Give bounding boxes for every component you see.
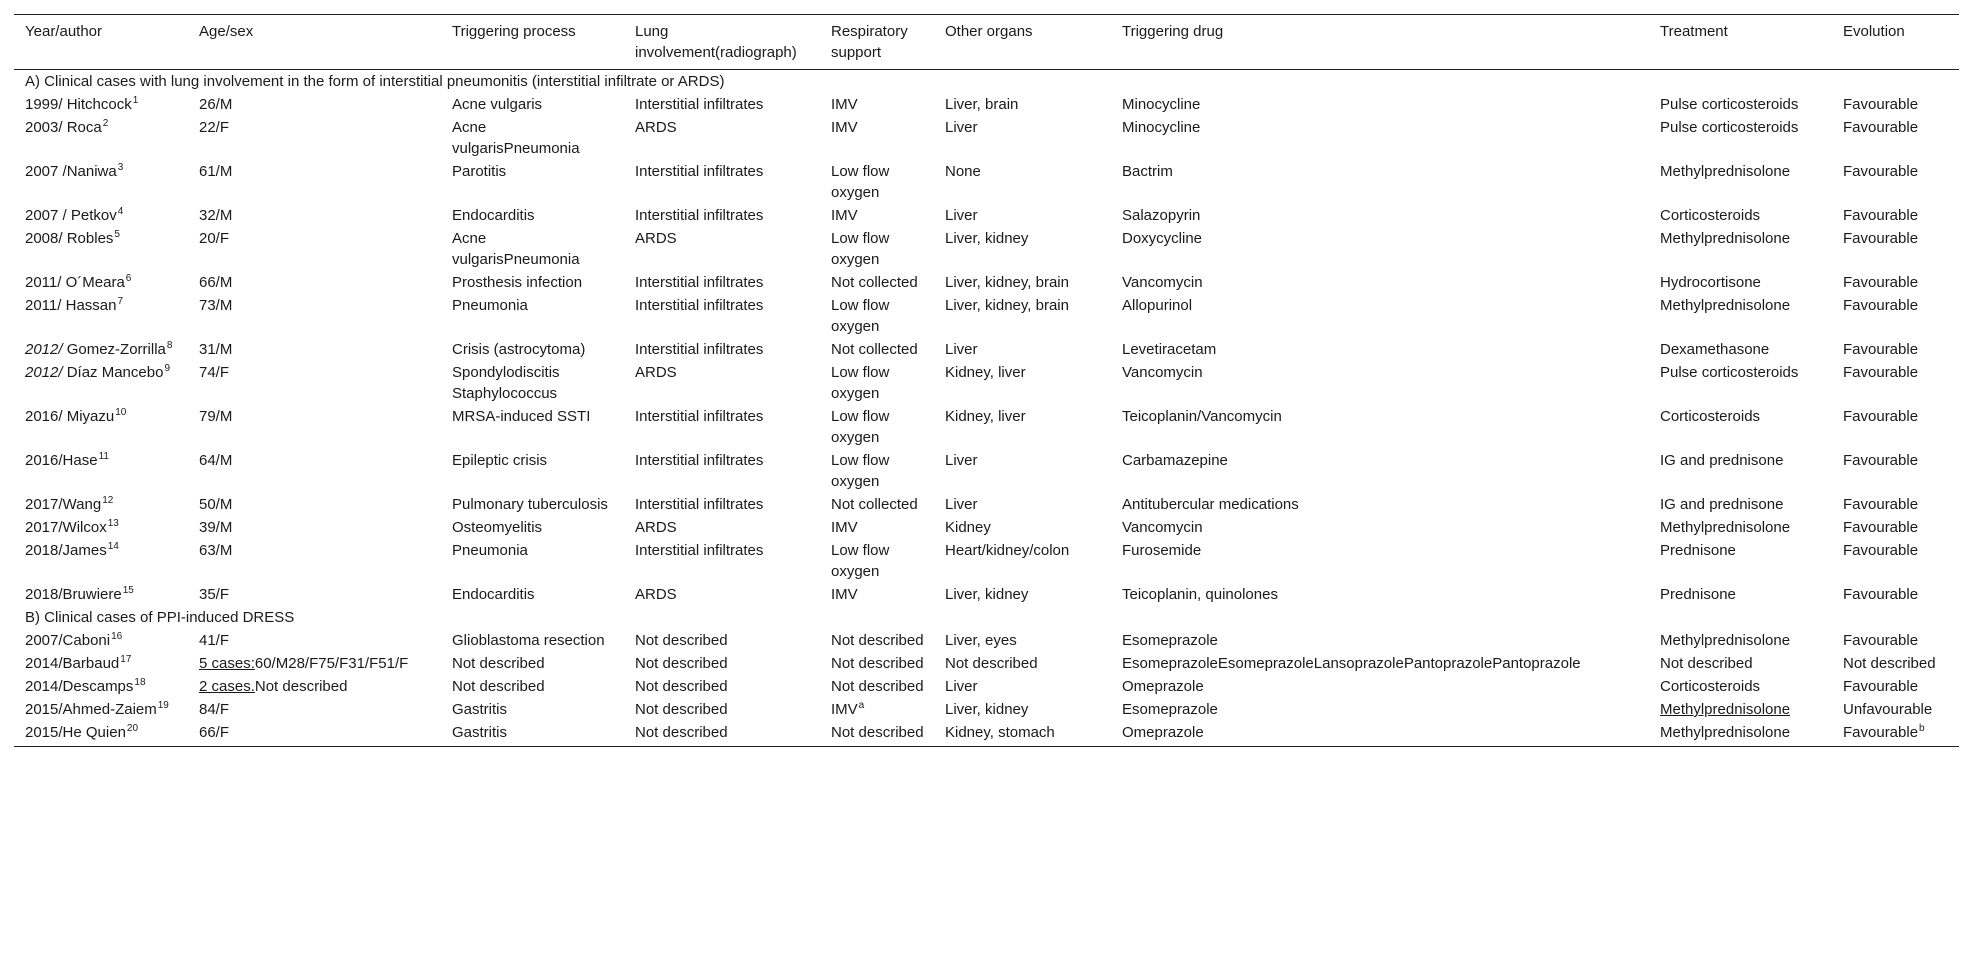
treatment-cell: Corticosteroids bbox=[1660, 408, 1761, 425]
process-cell: Acne vulgarisPneumonia bbox=[452, 119, 580, 157]
table-row bbox=[14, 516, 1959, 539]
organs-cell: Liver bbox=[945, 341, 978, 358]
treatment-cell: Pulse corticosteroids bbox=[1660, 364, 1799, 381]
process-cell: Gastritis bbox=[452, 701, 508, 718]
respiratory-cell: IMV bbox=[831, 207, 858, 224]
organs-cell: Liver bbox=[945, 452, 978, 469]
organs-cell: Liver, kidney bbox=[945, 230, 1029, 247]
age-sex-cell: 35/F bbox=[199, 586, 230, 603]
respiratory-cell: Low flow oxygen bbox=[831, 297, 890, 335]
lung-cell: Not described bbox=[635, 678, 728, 695]
respiratory-cell: Not described bbox=[831, 632, 924, 649]
table-row bbox=[14, 721, 1959, 747]
respiratory-cell: Low flow oxygen bbox=[831, 163, 890, 201]
header-age-sex: Age/sex bbox=[199, 23, 254, 40]
header-year-author: Year/author bbox=[25, 23, 103, 40]
section-row bbox=[14, 70, 1959, 94]
table-row bbox=[14, 227, 1959, 271]
process-cell: Osteomyelitis bbox=[452, 519, 543, 536]
organs-cell: None bbox=[945, 163, 981, 180]
lung-cell: Interstitial infiltrates bbox=[635, 207, 764, 224]
year-author-cell: 2018/Bruwiere$^{15}$ bbox=[25, 585, 134, 603]
evolution-cell: Favourable bbox=[1843, 452, 1919, 469]
table-row bbox=[14, 204, 1959, 227]
age-sex-cell: 50/M bbox=[199, 496, 233, 513]
treatment-cell: Prednisone bbox=[1660, 586, 1736, 603]
treatment-cell: Methylprednisolone bbox=[1660, 163, 1791, 180]
age-sex-cell: 64/M bbox=[199, 452, 233, 469]
dress-cases-table bbox=[14, 14, 1959, 747]
age-sex-cell: 20/F bbox=[199, 230, 230, 247]
age-sex-cell: 79/M bbox=[199, 408, 233, 425]
drug-cell: Esomeprazole bbox=[1122, 632, 1218, 649]
drug-cell: Vancomycin bbox=[1122, 364, 1203, 381]
table-row bbox=[14, 116, 1959, 160]
age-sex-cell: 5 cases:60/M28/F75/F31/F51/F bbox=[199, 655, 409, 672]
lung-cell: ARDS bbox=[635, 519, 677, 536]
year-author-cell: 2007 /Naniwa$^3$ bbox=[25, 162, 124, 180]
process-cell: Gastritis bbox=[452, 724, 508, 741]
table-row bbox=[14, 93, 1959, 116]
organs-cell: Heart/kidney/colon bbox=[945, 542, 1070, 559]
process-cell: Acne vulgarisPneumonia bbox=[452, 230, 580, 268]
age-sex-cell: 61/M bbox=[199, 163, 233, 180]
evolution-cell: Favourable bbox=[1843, 632, 1919, 649]
evolution-cell: Favourable bbox=[1843, 274, 1919, 291]
table-row bbox=[14, 629, 1959, 652]
age-sex-cell: 2 cases.Not described bbox=[199, 678, 348, 695]
header-respiratory-support: Respiratory support bbox=[831, 23, 908, 61]
process-cell: Pulmonary tuberculosis bbox=[452, 496, 608, 513]
process-cell: Prosthesis infection bbox=[452, 274, 583, 291]
lung-cell: Interstitial infiltrates bbox=[635, 297, 764, 314]
evolution-cell: Favourable bbox=[1843, 341, 1919, 358]
header-treatment: Treatment bbox=[1660, 23, 1728, 40]
table-row bbox=[14, 583, 1959, 606]
year-author-cell: 2015/Ahmed-Zaiem$^{19}$ bbox=[25, 700, 169, 718]
table-row bbox=[14, 675, 1959, 698]
drug-cell: Vancomycin bbox=[1122, 519, 1203, 536]
evolution-cell: Favourable bbox=[1843, 163, 1919, 180]
age-sex-cell: 73/M bbox=[199, 297, 233, 314]
lung-cell: Not described bbox=[635, 701, 728, 718]
drug-cell: Teicoplanin, quinolones bbox=[1122, 586, 1278, 603]
evolution-cell: Favourable bbox=[1843, 542, 1919, 559]
drug-cell: EsomeprazoleEsomeprazoleLansoprazolePantoprazolePantoprazole bbox=[1122, 655, 1581, 672]
table-row bbox=[14, 539, 1959, 583]
lung-cell: Interstitial infiltrates bbox=[635, 452, 764, 469]
evolution-cell: Favourable bbox=[1843, 119, 1919, 136]
age-sex-cell: 26/M bbox=[199, 96, 233, 113]
header-row bbox=[14, 15, 1959, 70]
table-row bbox=[14, 271, 1959, 294]
evolution-cell: Unfavourable bbox=[1843, 701, 1933, 718]
organs-cell: Liver bbox=[945, 119, 978, 136]
evolution-cell: Favourable bbox=[1843, 408, 1919, 425]
year-author-cell: 2016/ Miyazu$^{10}$ bbox=[25, 407, 127, 425]
evolution-cell: Favourable bbox=[1843, 364, 1919, 381]
lung-cell: ARDS bbox=[635, 230, 677, 247]
age-sex-cell: 22/F bbox=[199, 119, 230, 136]
year-author-cell: 2011/ O´Meara$^6$ bbox=[25, 273, 132, 291]
header-triggering-process: Triggering process bbox=[452, 23, 576, 40]
process-cell: Glioblastoma resection bbox=[452, 632, 605, 649]
organs-cell: Not described bbox=[945, 655, 1038, 672]
year-author-cell: 2007/Caboni$^{16}$ bbox=[25, 631, 123, 649]
evolution-cell: Favourable bbox=[1843, 519, 1919, 536]
lung-cell: Interstitial infiltrates bbox=[635, 96, 764, 113]
year-author-cell: 2011/ Hassan$^7$ bbox=[25, 296, 124, 314]
evolution-cell: Favourable$^b$ bbox=[1843, 723, 1925, 741]
process-cell: Acne vulgaris bbox=[452, 96, 543, 113]
treatment-cell: Methylprednisolone bbox=[1660, 230, 1791, 247]
drug-cell: Salazopyrin bbox=[1122, 207, 1201, 224]
process-cell: MRSA-induced SSTI bbox=[452, 408, 591, 425]
treatment-cell: Methylprednisolone bbox=[1660, 519, 1791, 536]
process-cell: Pneumonia bbox=[452, 542, 528, 559]
organs-cell: Liver bbox=[945, 207, 978, 224]
age-sex-cell: 63/M bbox=[199, 542, 233, 559]
table-row bbox=[14, 361, 1959, 405]
treatment-cell: IG and prednisone bbox=[1660, 496, 1784, 513]
respiratory-cell: Low flow oxygen bbox=[831, 408, 890, 446]
age-sex-cell: 74/F bbox=[199, 364, 230, 381]
age-sex-cell: 39/M bbox=[199, 519, 233, 536]
age-sex-cell: 66/M bbox=[199, 274, 233, 291]
table-row bbox=[14, 652, 1959, 675]
respiratory-cell: Not collected bbox=[831, 341, 918, 358]
lung-cell: Not described bbox=[635, 655, 728, 672]
respiratory-cell: Not described bbox=[831, 655, 924, 672]
treatment-cell: Methylprednisolone bbox=[1660, 297, 1791, 314]
drug-cell: Antitubercular medications bbox=[1122, 496, 1299, 513]
lung-cell: Interstitial infiltrates bbox=[635, 496, 764, 513]
table-container bbox=[14, 14, 1959, 747]
lung-cell: Interstitial infiltrates bbox=[635, 542, 764, 559]
treatment-cell: Pulse corticosteroids bbox=[1660, 119, 1799, 136]
lung-cell: Interstitial infiltrates bbox=[635, 341, 764, 358]
age-sex-cell: 41/F bbox=[199, 632, 230, 649]
treatment-cell: Hydrocortisone bbox=[1660, 274, 1761, 291]
treatment-cell: Corticosteroids bbox=[1660, 207, 1761, 224]
year-author-cell: 2018/James$^{14}$ bbox=[25, 541, 119, 559]
organs-cell: Liver bbox=[945, 496, 978, 513]
treatment-cell: Not described bbox=[1660, 655, 1753, 672]
lung-cell: Interstitial infiltrates bbox=[635, 274, 764, 291]
respiratory-cell: Low flow oxygen bbox=[831, 452, 890, 490]
header-evolution: Evolution bbox=[1843, 23, 1905, 40]
organs-cell: Kidney, stomach bbox=[945, 724, 1055, 741]
evolution-cell: Favourable bbox=[1843, 297, 1919, 314]
organs-cell: Liver, kidney, brain bbox=[945, 297, 1069, 314]
section-b-title: B) Clinical cases of PPI-induced DRESS bbox=[25, 609, 295, 626]
evolution-cell: Favourable bbox=[1843, 96, 1919, 113]
drug-cell: Bactrim bbox=[1122, 163, 1173, 180]
section-row bbox=[14, 606, 1959, 629]
year-author-cell: 2012/ Gomez-Zorrilla$^8$ bbox=[25, 340, 173, 358]
process-cell: Endocarditis bbox=[452, 586, 535, 603]
organs-cell: Liver, brain bbox=[945, 96, 1019, 113]
organs-cell: Liver, kidney bbox=[945, 586, 1029, 603]
process-cell: Spondylodiscitis Staphylococcus bbox=[452, 364, 560, 402]
age-sex-cell: 32/M bbox=[199, 207, 233, 224]
respiratory-cell: Low flow oxygen bbox=[831, 230, 890, 268]
year-author-cell: 1999/ Hitchcock$^1$ bbox=[25, 95, 139, 113]
evolution-cell: Favourable bbox=[1843, 586, 1919, 603]
lung-cell: Interstitial infiltrates bbox=[635, 408, 764, 425]
table-row bbox=[14, 338, 1959, 361]
drug-cell: Allopurinol bbox=[1122, 297, 1193, 314]
year-author-cell: 2007 / Petkov$^4$ bbox=[25, 206, 124, 224]
organs-cell: Kidney, liver bbox=[945, 408, 1026, 425]
evolution-cell: Favourable bbox=[1843, 230, 1919, 247]
organs-cell: Kidney, liver bbox=[945, 364, 1026, 381]
evolution-cell: Favourable bbox=[1843, 207, 1919, 224]
drug-cell: Levetiracetam bbox=[1122, 341, 1217, 358]
respiratory-cell: Not described bbox=[831, 678, 924, 695]
table-row bbox=[14, 698, 1959, 721]
table-row bbox=[14, 405, 1959, 449]
treatment-cell: Methylprednisolone bbox=[1660, 632, 1791, 649]
process-cell: Not described bbox=[452, 678, 545, 695]
lung-cell: Interstitial infiltrates bbox=[635, 163, 764, 180]
drug-cell: Carbamazepine bbox=[1122, 452, 1228, 469]
age-sex-cell: 84/F bbox=[199, 701, 230, 718]
process-cell: Parotitis bbox=[452, 163, 507, 180]
drug-cell: Esomeprazole bbox=[1122, 701, 1218, 718]
treatment-cell: Pulse corticosteroids bbox=[1660, 96, 1799, 113]
organs-cell: Liver, eyes bbox=[945, 632, 1017, 649]
age-sex-cell: 66/F bbox=[199, 724, 230, 741]
organs-cell: Liver, kidney bbox=[945, 701, 1029, 718]
organs-cell: Kidney bbox=[945, 519, 991, 536]
organs-cell: Liver bbox=[945, 678, 978, 695]
respiratory-cell: IMV bbox=[831, 96, 858, 113]
age-sex-cell: 31/M bbox=[199, 341, 233, 358]
treatment-cell: Corticosteroids bbox=[1660, 678, 1761, 695]
process-cell: Pneumonia bbox=[452, 297, 528, 314]
drug-cell: Omeprazole bbox=[1122, 724, 1204, 741]
evolution-cell: Favourable bbox=[1843, 678, 1919, 695]
year-author-cell: 2015/He Quien$^{20}$ bbox=[25, 723, 139, 741]
lung-cell: ARDS bbox=[635, 119, 677, 136]
respiratory-cell: Not described bbox=[831, 724, 924, 741]
table-row bbox=[14, 160, 1959, 204]
lung-cell: ARDS bbox=[635, 364, 677, 381]
section-a-title: A) Clinical cases with lung involvement in the form of interstitial pneumonitis (interstitial infiltrate or ARDS) bbox=[25, 73, 725, 90]
respiratory-cell: Not collected bbox=[831, 274, 918, 291]
organs-cell: Liver, kidney, brain bbox=[945, 274, 1069, 291]
drug-cell: Minocycline bbox=[1122, 96, 1201, 113]
treatment-cell: Methylprednisolone bbox=[1660, 724, 1791, 741]
header-lung-involvement: Lung involvement(radiograph) bbox=[635, 23, 797, 61]
process-cell: Endocarditis bbox=[452, 207, 535, 224]
year-author-cell: 2003/ Roca$^2$ bbox=[25, 118, 109, 136]
drug-cell: Teicoplanin/Vancomycin bbox=[1122, 408, 1282, 425]
drug-cell: Omeprazole bbox=[1122, 678, 1204, 695]
table-row bbox=[14, 493, 1959, 516]
lung-cell: Not described bbox=[635, 632, 728, 649]
drug-cell: Doxycycline bbox=[1122, 230, 1203, 247]
table-row bbox=[14, 294, 1959, 338]
year-author-cell: 2017/Wilcox$^{13}$ bbox=[25, 518, 119, 536]
respiratory-cell: Not collected bbox=[831, 496, 918, 513]
evolution-cell: Not described bbox=[1843, 655, 1936, 672]
process-cell: Crisis (astrocytoma) bbox=[452, 341, 586, 358]
respiratory-cell: IMV bbox=[831, 586, 858, 603]
table-row bbox=[14, 449, 1959, 493]
treatment-cell: Dexamethasone bbox=[1660, 341, 1770, 358]
respiratory-cell: Low flow oxygen bbox=[831, 364, 890, 402]
process-cell: Epileptic crisis bbox=[452, 452, 548, 469]
year-author-cell: 2014/Barbaud$^{17}$ bbox=[25, 654, 132, 672]
year-author-cell: 2016/Hase$^{11}$ bbox=[25, 451, 109, 469]
year-author-cell: 2017/Wang$^{12}$ bbox=[25, 495, 114, 513]
treatment-cell: Prednisone bbox=[1660, 542, 1736, 559]
drug-cell: Minocycline bbox=[1122, 119, 1201, 136]
treatment-cell: IG and prednisone bbox=[1660, 452, 1784, 469]
header-triggering-drug: Triggering drug bbox=[1122, 23, 1224, 40]
header-other-organs: Other organs bbox=[945, 23, 1033, 40]
year-author-cell: 2008/ Robles$^5$ bbox=[25, 229, 120, 247]
respiratory-cell: IMV$^a$ bbox=[831, 700, 865, 718]
drug-cell: Furosemide bbox=[1122, 542, 1202, 559]
treatment-cell: Methylprednisolone bbox=[1660, 701, 1791, 718]
respiratory-cell: Low flow oxygen bbox=[831, 542, 890, 580]
year-author-cell: 2012/ Díaz Mancebo$^9$ bbox=[25, 363, 170, 381]
respiratory-cell: IMV bbox=[831, 519, 858, 536]
lung-cell: ARDS bbox=[635, 586, 677, 603]
respiratory-cell: IMV bbox=[831, 119, 858, 136]
evolution-cell: Favourable bbox=[1843, 496, 1919, 513]
lung-cell: Not described bbox=[635, 724, 728, 741]
process-cell: Not described bbox=[452, 655, 545, 672]
drug-cell: Vancomycin bbox=[1122, 274, 1203, 291]
year-author-cell: 2014/Descamps$^{18}$ bbox=[25, 677, 146, 695]
